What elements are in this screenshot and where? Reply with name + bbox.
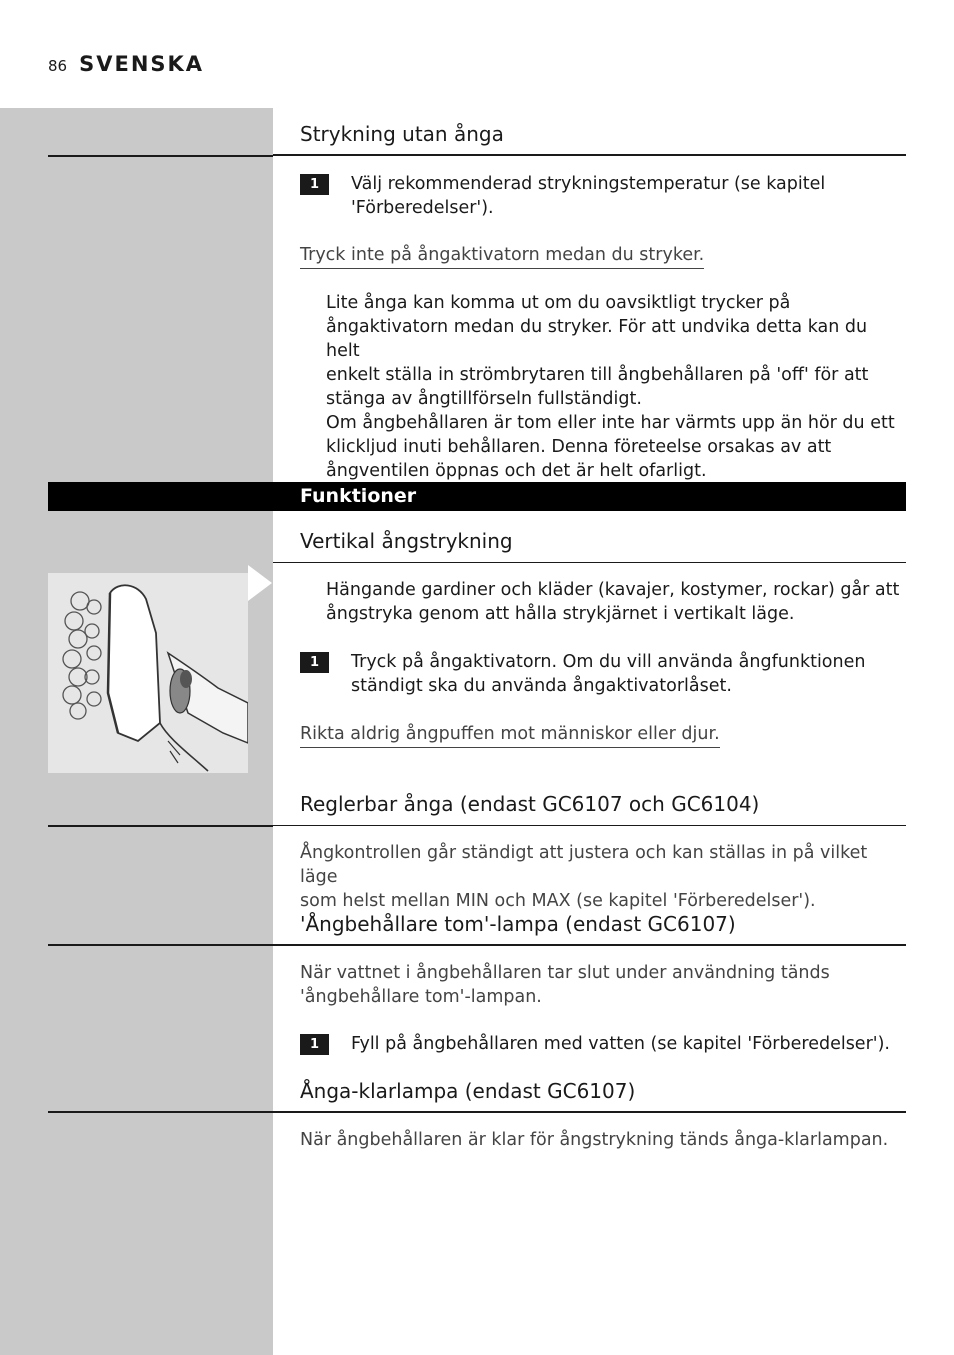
intro-line: Hängande gardiner och kläder (kavajer, kostymer, rockar) går att [326, 580, 900, 600]
note-line: Lite ånga kan komma ut om du oavsiktligt trycker på [326, 293, 791, 313]
page-number: 86 [48, 57, 68, 75]
section-name: SVENSKA [79, 52, 205, 76]
step-marker: 1 [300, 1034, 329, 1055]
warning-steam-direction: Rikta aldrig ångpuffen mot människor eller djur. [300, 722, 720, 748]
step-press-steam-trigger [300, 650, 906, 698]
variable-steam-text [300, 841, 904, 913]
heading-rule-left [48, 155, 273, 157]
vertical-steam-illustration [48, 573, 248, 773]
section-bar-functions [48, 482, 906, 511]
heading-ironing-no-steam: Strykning utan ånga [300, 122, 504, 146]
step-line: Tryck på ångaktivatorn. Om du vill använda ångfunktionen [351, 652, 866, 672]
section-bar-title: Funktioner [300, 485, 417, 507]
step-select-temperature [300, 172, 906, 220]
heading-rule [273, 1111, 906, 1113]
step-marker: 1 [300, 652, 329, 673]
heading-rule [273, 154, 906, 156]
note-line: Om ångbehållaren är tom eller inte har värmts upp än hör du ett [326, 413, 895, 433]
heading-tank-empty-lamp: 'Ångbehållare tom'-lampa (endast GC6107) [300, 912, 736, 936]
step-text: Fyll på ångbehållaren med vatten (se kapitel 'Förberedelser'). [351, 1034, 890, 1054]
text-line: Ångkontrollen går ständigt att justera och kan ställas in på vilket läge [300, 843, 868, 887]
heading-rule [273, 944, 906, 946]
step-text [351, 650, 906, 698]
warning-no-steam-trigger: Tryck inte på ångaktivatorn medan du stryker. [300, 243, 704, 269]
intro-line: ångstryka genom att hålla strykjärnet i vertikalt läge. [326, 604, 795, 624]
illustration-pointer [248, 565, 272, 601]
text-line: 'ångbehållare tom'-lampan. [300, 987, 542, 1007]
heading-vertical-steam: Vertikal ångstrykning [300, 529, 513, 553]
note-line: enkelt ställa in strömbrytaren till ångbehållaren på 'off' för att [326, 365, 869, 385]
note-line: ångaktivatorn medan du stryker. För att undvika detta kan du helt [326, 317, 868, 361]
heading-rule-left [48, 825, 273, 827]
step-fill-tank [300, 1032, 906, 1056]
heading-rule-left [48, 944, 273, 946]
tank-empty-text [300, 961, 904, 1009]
note-line: stänga av ångtillförseln fullständigt. [326, 389, 642, 409]
heading-rule [273, 825, 906, 826]
text-line: När vattnet i ångbehållaren tar slut under användning tänds [300, 963, 830, 983]
heading-variable-steam: Reglerbar ånga (endast GC6107 och GC6104) [300, 792, 760, 816]
heading-rule [273, 562, 906, 563]
step-marker: 1 [300, 174, 329, 195]
page-header [48, 52, 204, 76]
heading-steam-ready-lamp: Ånga-klarlampa (endast GC6107) [300, 1079, 636, 1103]
note-steam-leak [326, 291, 904, 483]
text-line: som helst mellan MIN och MAX (se kapitel 'Förberedelser'). [300, 891, 816, 911]
step-text: Välj rekommenderad strykningstemperatur (se kapitel 'Förberedelser'). [351, 174, 826, 218]
heading-rule-left [48, 1111, 273, 1113]
step-line: ständigt ska du använda ångaktivatorlåset. [351, 676, 732, 696]
steam-ready-text: När ångbehållaren är klar för ångstrykning tänds ånga-klarlampan. [300, 1130, 889, 1150]
vertical-steam-intro [326, 578, 904, 626]
note-line: klickljud inuti behållaren. Denna företeelse orsakas av att [326, 437, 832, 457]
iron-illustration-icon [48, 573, 248, 773]
note-line: ångventilen öppnas och det är helt ofarligt. [326, 461, 707, 481]
